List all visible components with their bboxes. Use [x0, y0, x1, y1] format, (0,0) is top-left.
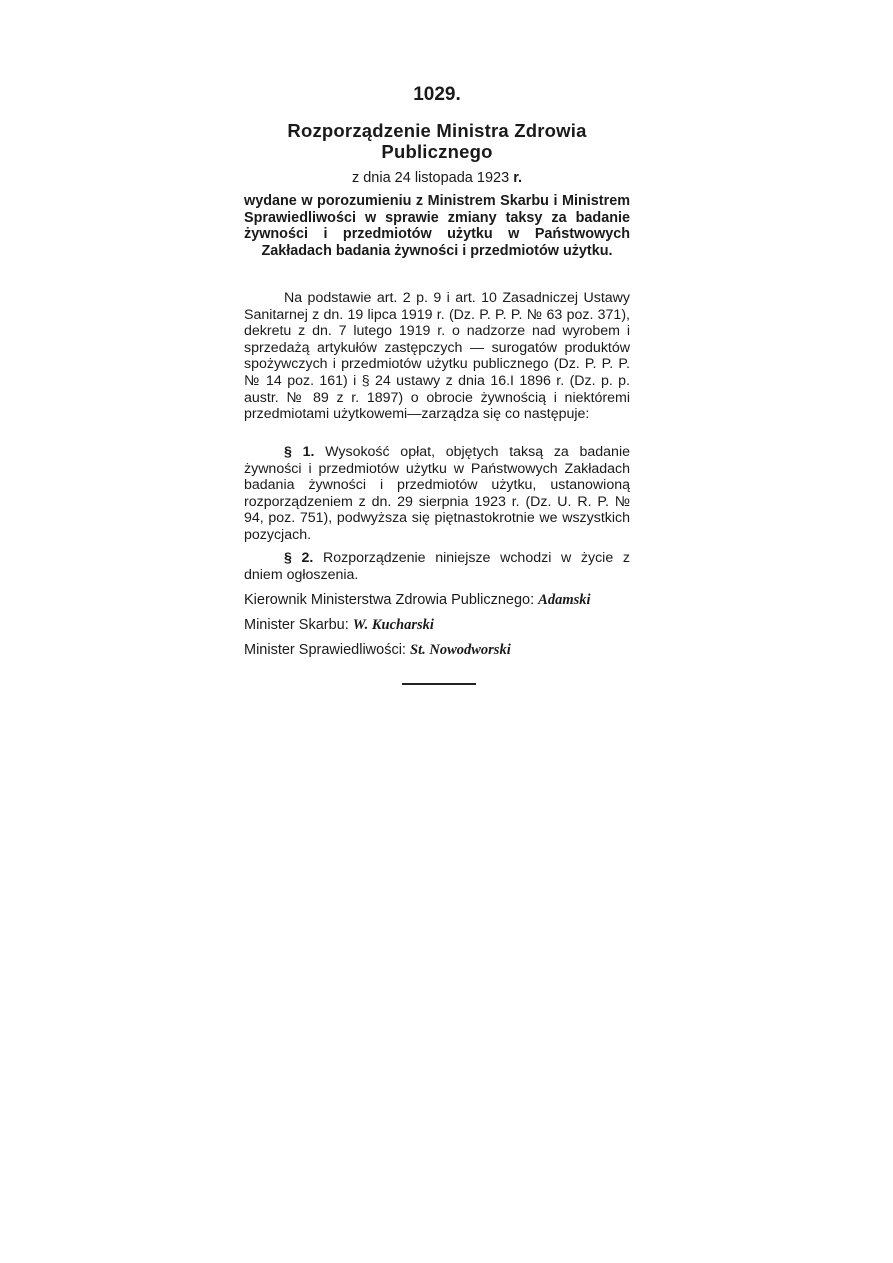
- signature-line: [244, 592, 644, 609]
- section-2-label: § 2.: [284, 550, 314, 566]
- signature-name: W. Kucharski: [352, 617, 434, 633]
- signature-role: Kierownik Ministerstwa Zdrowia Publicznego:: [244, 592, 535, 608]
- section-2: [244, 550, 630, 583]
- page-number: 1029.: [413, 84, 461, 105]
- signature-name: St. Nowodworski: [410, 642, 511, 658]
- date-text: z dnia 24 listopada 1923: [351, 170, 510, 186]
- section-1-label: § 1.: [284, 444, 315, 460]
- section-1-text: Wysokość opłat, objętych taksą za badanie żywności i przedmiotów użytku w Państwowych Zakładach badania żywności i przedmiotów użytku, ustanowioną rozporządzeniem z dn. 29 sierpnia 1923 r. (Dz. U. R. P. № 94, poz. 751), podwyższa się piętnastokrotnie we wszystkich pozycjach.: [244, 444, 630, 543]
- signature-line: [244, 617, 644, 634]
- section-2-text: Rozporządzenie niniejsze wchodzi w życie z dniem ogłoszenia.: [244, 550, 630, 583]
- signature-role: Minister Sprawiedliwości:: [244, 642, 406, 658]
- signature-name: Adamski: [538, 592, 591, 608]
- title-line-2: Publicznego: [381, 140, 493, 162]
- regulation-date: [244, 170, 630, 187]
- preamble-paragraph: [244, 290, 630, 423]
- regulation-title: [244, 121, 630, 162]
- preamble-text: Na podstawie art. 2 p. 9 i art. 10 Zasadniczej Ustawy Sanitarnej z dn. 19 lipca 1919 r. (Dz. P. P. P. № 63 poz. 371), dekretu z dn. 7 lutego 1919 r. o nadzorze nad wyrobem i sprzedażą artykułów zastępczych — surogatów produktów spożywczych i przedmiotów użytku publicznego (Dz. P. P. P. № 14 poz. 161) i § 24 ustawy z dnia 16.I 1896 r. (Dz. p. p. austr. № 89 z r. 1897) o obrocie żywnością i niektóremi przedmiotami użytkowemi—zarządza się co następuje:: [244, 290, 630, 423]
- date-suffix: r.: [513, 170, 523, 186]
- title-line-1: Rozporządzenie Ministra Zdrowia: [287, 120, 587, 141]
- end-divider: [402, 683, 476, 685]
- section-1: [244, 444, 630, 544]
- regulation-subtitle: wydane w porozumieniu z Ministrem Skarbu i Ministrem Sprawiedliwości w sprawie zmiany taksy za badanie żywności i przedmiotów użytku w Państwowych Zakładach badania żywności i przedmiotów użytku.: [244, 193, 630, 259]
- signature-line: [244, 642, 644, 659]
- signature-role: Minister Skarbu:: [244, 617, 349, 633]
